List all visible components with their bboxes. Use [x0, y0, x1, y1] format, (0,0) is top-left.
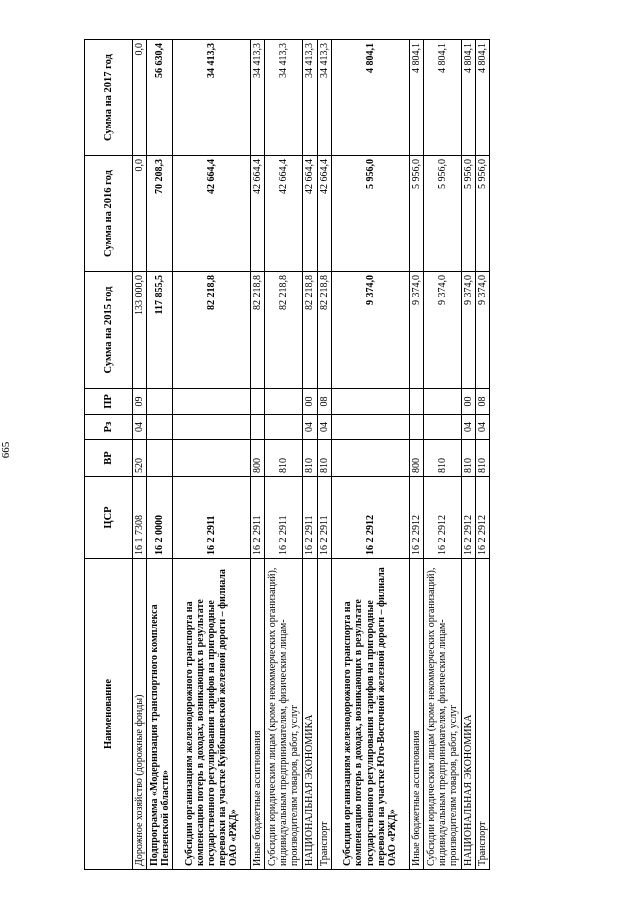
row-pr: 00: [461, 389, 475, 415]
row-vr: 800: [251, 440, 265, 477]
table-header-row: [85, 40, 133, 870]
row-name: НАЦИОНАЛЬНАЯ ЭКОНОМИКА: [461, 559, 475, 870]
row-2017: 34 413,3: [303, 40, 317, 156]
row-pr: [147, 389, 173, 415]
row-name: Дорожное хозяйство (дорожные фонды): [133, 559, 147, 870]
row-2017: 4 804,1: [409, 40, 423, 156]
row-name: Иные бюджетные ассигнования: [251, 559, 265, 870]
row-vr: 520: [133, 440, 147, 477]
table-row: [173, 40, 251, 870]
row-name: Субсидии организациям железнодорожного транспорта на компенсацию потерь в доходах, возникающих в результате государственного регулирования тарифов на пригородные перевозки на участке Юго-Восточной железной дороги – филиала ОАО «РЖД»: [331, 559, 409, 870]
row-2015: 133 000,0: [133, 272, 147, 389]
row-rz: [423, 415, 461, 440]
row-2017: 34 413,3: [251, 40, 265, 156]
row-2017: 34 413,3: [317, 40, 331, 156]
row-2017: 56 630,4: [147, 40, 173, 156]
row-pr: [423, 389, 461, 415]
row-2015: 117 855,5: [147, 272, 173, 389]
row-name: Иные бюджетные ассигнования: [409, 559, 423, 870]
row-2015: 82 218,8: [265, 272, 303, 389]
row-2017: 34 413,3: [265, 40, 303, 156]
row-rz: [409, 415, 423, 440]
table-row: [303, 40, 317, 870]
row-csr: 16 2 2912: [423, 477, 461, 559]
row-vr: 800: [409, 440, 423, 477]
header-csr: ЦСР: [85, 477, 133, 559]
row-pr: [409, 389, 423, 415]
row-name: Субсидии юридическим лицам (кроме некоммерческих организаций), индивидуальным предпринимателям, физическим лицам-производителям товаров, работ, услуг: [423, 559, 461, 870]
table-row: [409, 40, 423, 870]
row-vr: [331, 440, 409, 477]
row-rz: [265, 415, 303, 440]
row-pr: 08: [317, 389, 331, 415]
row-vr: [147, 440, 173, 477]
row-name: Транспорт: [476, 559, 490, 870]
row-csr: 16 2 2912: [409, 477, 423, 559]
row-rz: [147, 415, 173, 440]
row-2015: 9 374,0: [461, 272, 475, 389]
row-2015: 82 218,8: [303, 272, 317, 389]
row-rz: [331, 415, 409, 440]
row-2015: 82 218,8: [317, 272, 331, 389]
row-2016: 42 664,4: [265, 156, 303, 272]
header-pr: ПР: [85, 389, 133, 415]
row-rz: [251, 415, 265, 440]
row-2016: 42 664,4: [317, 156, 331, 272]
row-pr: [251, 389, 265, 415]
row-csr: 16 2 0000: [147, 477, 173, 559]
page-number-text: 665: [0, 441, 12, 459]
row-rz: 04: [133, 415, 147, 440]
row-csr: 16 2 2911: [251, 477, 265, 559]
row-2016: 5 956,0: [331, 156, 409, 272]
table-row: [476, 40, 490, 870]
row-2017: 4 804,1: [476, 40, 490, 156]
header-name: Наименование: [85, 559, 133, 870]
row-csr: 16 2 2911: [173, 477, 251, 559]
table-row: [423, 40, 461, 870]
row-2016: 5 956,0: [409, 156, 423, 272]
row-vr: 810: [423, 440, 461, 477]
row-pr: 09: [133, 389, 147, 415]
row-2016: 42 664,4: [303, 156, 317, 272]
budget-table: [84, 39, 490, 870]
table-row: [461, 40, 475, 870]
row-vr: 810: [303, 440, 317, 477]
row-vr: 810: [476, 440, 490, 477]
row-vr: [173, 440, 251, 477]
header-2017: Сумма на 2017 год: [85, 40, 133, 156]
row-csr: 16 2 2911: [265, 477, 303, 559]
row-2017: 34 413,3: [173, 40, 251, 156]
table-row: [251, 40, 265, 870]
row-2016: 0,0: [133, 156, 147, 272]
row-rz: 04: [317, 415, 331, 440]
row-2015: 9 374,0: [331, 272, 409, 389]
row-2015: 9 374,0: [409, 272, 423, 389]
row-2015: 82 218,8: [251, 272, 265, 389]
row-csr: 16 2 2911: [303, 477, 317, 559]
table-row: [317, 40, 331, 870]
row-vr: 810: [461, 440, 475, 477]
table-row: [265, 40, 303, 870]
row-2016: 5 956,0: [476, 156, 490, 272]
row-csr: 16 2 2912: [331, 477, 409, 559]
row-rz: 04: [476, 415, 490, 440]
row-2016: 42 664,4: [251, 156, 265, 272]
table-row: [133, 40, 147, 870]
row-2016: 42 664,4: [173, 156, 251, 272]
table-row: [331, 40, 409, 870]
row-csr: 16 2 2911: [317, 477, 331, 559]
row-2016: 70 208,3: [147, 156, 173, 272]
row-rz: 04: [303, 415, 317, 440]
row-2015: 82 218,8: [173, 272, 251, 389]
row-2017: 4 804,1: [461, 40, 475, 156]
row-vr: 810: [317, 440, 331, 477]
row-2017: 0,0: [133, 40, 147, 156]
row-csr: 16 2 2912: [476, 477, 490, 559]
row-csr: 16 2 2912: [461, 477, 475, 559]
table-body: [133, 40, 490, 870]
row-name: Транспорт: [317, 559, 331, 870]
header-rz: Рз: [85, 415, 133, 440]
row-pr: [265, 389, 303, 415]
budget-table-rotated: [84, 40, 489, 870]
header-2015: Сумма на 2015 год: [85, 272, 133, 389]
table-row: [147, 40, 173, 870]
row-2016: 5 956,0: [423, 156, 461, 272]
row-rz: [173, 415, 251, 440]
row-name: Субсидии юридическим лицам (кроме некоммерческих организаций), индивидуальным предпринимателям, физическим лицам-производителям товаров, работ, услуг: [265, 559, 303, 870]
row-2015: 9 374,0: [423, 272, 461, 389]
row-pr: [331, 389, 409, 415]
row-name: НАЦИОНАЛЬНАЯ ЭКОНОМИКА: [303, 559, 317, 870]
page-number: [0, 440, 12, 460]
row-pr: 08: [476, 389, 490, 415]
row-csr: 16 1 7308: [133, 477, 147, 559]
header-vr: ВР: [85, 440, 133, 477]
row-pr: [173, 389, 251, 415]
row-2016: 5 956,0: [461, 156, 475, 272]
row-2017: 4 804,1: [423, 40, 461, 156]
row-2017: 4 804,1: [331, 40, 409, 156]
row-rz: 04: [461, 415, 475, 440]
row-pr: 00: [303, 389, 317, 415]
row-name: Субсидии организациям железнодорожного транспорта на компенсацию потерь в доходах, возникающих в результате государственного регулирования тарифов на пригородные перевозки на участке Куйбышевской железной дороги – филиала ОАО «РЖД»: [173, 559, 251, 870]
row-2015: 9 374,0: [476, 272, 490, 389]
header-2016: Сумма на 2016 год: [85, 156, 133, 272]
row-name: Подпрограмма «Модернизация транспортного комплекса Пензенской области»: [147, 559, 173, 870]
row-vr: 810: [265, 440, 303, 477]
